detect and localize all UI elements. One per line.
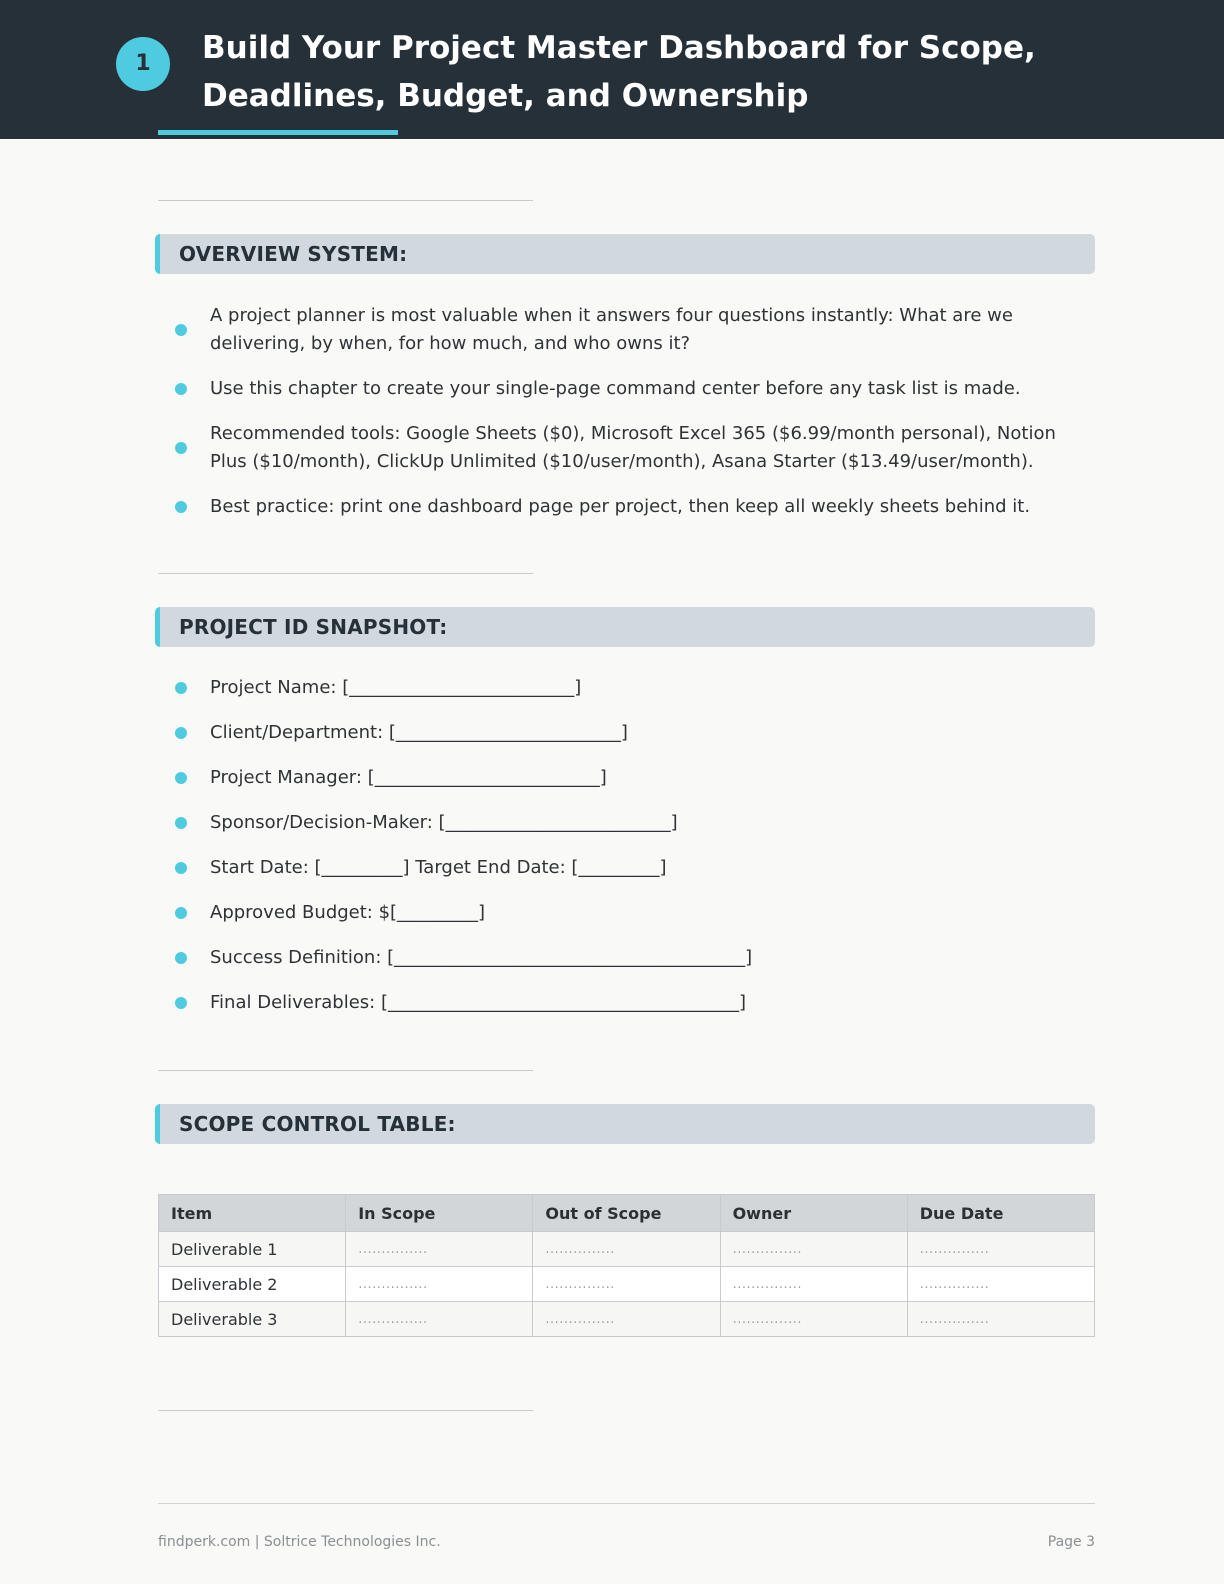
form-field-item: Sponsor/Decision-Maker: [_________________________]: [175, 809, 1095, 837]
bullet-dot-icon: [175, 383, 187, 395]
bullet-dot-icon: [175, 862, 187, 874]
table-cell-blank: ...............: [533, 1267, 720, 1302]
bullet-dot-icon: [175, 997, 187, 1009]
table-cell-blank: ...............: [907, 1232, 1094, 1267]
section-divider: [158, 573, 533, 574]
section-divider: [158, 1070, 533, 1071]
list-item: Best practice: print one dashboard page per project, then keep all weekly sheets behind it.: [175, 493, 1095, 521]
chapter-header: [0, 0, 1224, 139]
title-accent-underline: [158, 130, 398, 135]
section-heading: OVERVIEW SYSTEM:: [179, 242, 408, 266]
section-divider: [158, 200, 533, 201]
column-header-due-date: Due Date: [907, 1195, 1094, 1232]
column-header-item: Item: [159, 1195, 346, 1232]
column-header-owner: Owner: [720, 1195, 907, 1232]
column-header-out-of-scope: Out of Scope: [533, 1195, 720, 1232]
table-cell-blank: ...............: [533, 1232, 720, 1267]
table-cell-blank: ...............: [907, 1267, 1094, 1302]
list-item: Use this chapter to create your single-page command center before any task list is made.: [175, 375, 1095, 403]
form-field-item: Approved Budget: $[_________]: [175, 899, 1095, 927]
chapter-title: Build Your Project Master Dashboard for Scope, Deadlines, Budget, and Ownership: [202, 30, 1036, 114]
snapshot-section-header: [155, 607, 1095, 647]
bullet-dot-icon: [175, 324, 187, 336]
table-row: [159, 1232, 1095, 1267]
bullet-dot-icon: [175, 727, 187, 739]
overview-section-header: [155, 234, 1095, 274]
bullet-dot-icon: [175, 907, 187, 919]
chapter-number-badge: 1: [116, 37, 170, 91]
form-field-item: Project Manager: [_________________________]: [175, 764, 1095, 792]
section-heading: SCOPE CONTROL TABLE:: [179, 1112, 456, 1136]
table-cell-item: Deliverable 2: [159, 1267, 346, 1302]
section-divider: [158, 1410, 533, 1411]
form-field-item: Start Date: [_________] Target End Date: [_________]: [175, 854, 1095, 882]
column-header-in-scope: In Scope: [346, 1195, 533, 1232]
table-cell-blank: ...............: [720, 1232, 907, 1267]
form-field-item: Success Definition: [_______________________________________]: [175, 944, 1095, 972]
footer-publisher: findperk.com | Soltrice Technologies Inc.: [158, 1534, 441, 1550]
table-row: [159, 1267, 1095, 1302]
table-cell-blank: ...............: [346, 1267, 533, 1302]
bullet-dot-icon: [175, 772, 187, 784]
table-cell-blank: ...............: [346, 1232, 533, 1267]
table-cell-blank: ...............: [720, 1267, 907, 1302]
bullet-dot-icon: [175, 952, 187, 964]
bullet-dot-icon: [175, 682, 187, 694]
table-cell-blank: ...............: [907, 1302, 1094, 1337]
table-header-row: [159, 1195, 1095, 1232]
list-item: Recommended tools: Google Sheets ($0), Microsoft Excel 365 ($6.99/month personal), Notion Plus ($10/month), ClickUp Unlimited ($10/user/month), Asana Starter ($13.49/user/month).: [175, 420, 1095, 476]
list-item: A project planner is most valuable when it answers four questions instantly: What are we delivering, by when, for how much, and who owns it?: [175, 302, 1095, 358]
bullet-dot-icon: [175, 442, 187, 454]
bullet-dot-icon: [175, 501, 187, 513]
form-field-item: Client/Department: [_________________________]: [175, 719, 1095, 747]
table-cell-blank: ...............: [533, 1302, 720, 1337]
bullet-dot-icon: [175, 817, 187, 829]
form-field-item: Project Name: [_________________________]: [175, 674, 1095, 702]
table-cell-blank: ...............: [720, 1302, 907, 1337]
table-cell-blank: ...............: [346, 1302, 533, 1337]
scope-section-header: [155, 1104, 1095, 1144]
table-cell-item: Deliverable 3: [159, 1302, 346, 1337]
table-row: [159, 1302, 1095, 1337]
table-cell-item: Deliverable 1: [159, 1232, 346, 1267]
form-field-item: Final Deliverables: [_______________________________________]: [175, 989, 1095, 1017]
section-heading: PROJECT ID SNAPSHOT:: [179, 615, 448, 639]
page-number: Page 3: [1047, 1534, 1095, 1550]
scope-control-table: [158, 1194, 1095, 1337]
footer-rule: [158, 1503, 1095, 1504]
